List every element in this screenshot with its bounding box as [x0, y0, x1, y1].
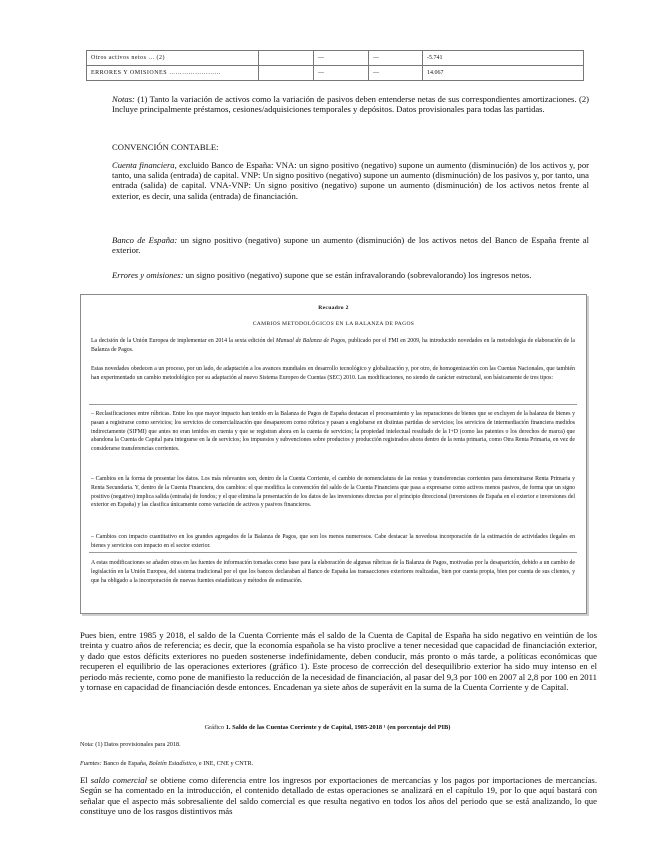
table-cell: [259, 51, 314, 66]
table-cell: —: [369, 51, 423, 66]
table-cell: —: [369, 66, 423, 81]
body-text-em: saldo comercial: [90, 775, 148, 785]
body-paragraph: [80, 775, 597, 817]
bank-text: un signo positivo (negativo) supone un aumento (disminución) de los activos netos del Banco de España frente al exterior.: [112, 235, 589, 256]
convention-errors: [112, 270, 589, 280]
figure-caption: [0, 724, 655, 731]
convention-financial: [112, 160, 589, 201]
sources-text-em: Boletín Estadístico: [148, 760, 196, 767]
caption-prefix: Gráfico: [204, 724, 226, 731]
convention-heading: CONVENCIÓN CONTABLE:: [112, 142, 219, 152]
note-text: Nota: (1) Datos provisionales para 2018.: [80, 741, 181, 748]
table-cell: [259, 66, 314, 81]
balance-table: [86, 50, 584, 81]
caption-title: 1. Saldo de las Cuentas Corriente y de Capital, 1985-2018 ¹ (en porcentaje del PIB): [225, 724, 451, 731]
table-cell: —: [314, 66, 369, 81]
recuadro-box: [80, 294, 587, 614]
table-cell-label: ERRORES Y OMISIONES ……………………: [87, 66, 259, 81]
figure-sources: [80, 760, 253, 768]
body-text: se obtiene como diferencia entre los ingresos por exportaciones de mercancías y los pagos por importaciones de mercancías. Según se ha comentado en la introducción, el contenido detallado de estas operaciones se analizará en el capítulo 19, por lo que aquí bastará con señalar que el aspecto más sobresaliente del saldo comercial es que resulta negativo en todos los años del periodo que se está analizando, lo que constituye uno de los rasgos distintivos más: [80, 775, 597, 817]
sources-label: Fuentes:: [80, 760, 102, 767]
figure-note: [80, 741, 181, 749]
recuadro-paragraph: Estas novedades obedecen a un proceso, por un lado, de adaptación a los avances mundiales en desarrollo tecnológico y globalización y, por otro, de homogenización con las Cuentas Nacionales, que también han experimentado un cambio metodológico por su adaptación al nuevo Sistema Europeo de Cuentas (SEC) 2010. Las modificaciones, no siendo de carácter estructural, son básicamente de tres tipos:: [91, 366, 575, 381]
recuadro-title: CAMBIOS METODOLÓGICOS EN LA BALANZA DE PAGOS: [252, 321, 415, 327]
notes-label: Notas:: [112, 94, 135, 104]
notes-text: (1) Tanto la variación de activos como la variación de pasivos deben entenderse netas de sus correspondientes amortizaciones. (2) Incluye principalmente préstamos, cesiones/adquisiciones temporales y depósitos. Datos provisionales para todas las partidas.: [112, 94, 589, 115]
table-row: [87, 66, 584, 81]
recuadro-paragraph: [91, 337, 575, 355]
recuadro-text: , publicado por el FMI en 2009, ha introducido novedades en la metodología de elaboración de la Balanza de Pagos.: [91, 338, 575, 353]
table-cell-value: 14.067: [423, 66, 584, 81]
recuadro-paragraph: – Cambios en la forma de presentar los datos. Los más relevantes son, dentro de la Cuenta Corriente, el cambio de nomenclatura de las rentas y transferencias corrientes para denominarse Renta Primaria y Renta Secundaria. Y, dentro de la Cuenta Financiera, dos cambios: el que modifica la convención del saldo de la Cuenta Financiera que pasa a expresarse como activos menos pasivos, de forma que un signo positivo (negativo) implica salida (entrada) de fondos; y el que elimina la presentación de los datos de las inversiones directas por el principio direccional (inversiones de España en el exterior e inversiones del exterior en España) y las clasifica únicamente como variación de activos y pasivos financieros.: [91, 476, 575, 509]
sources-text: Banco de España,: [101, 760, 149, 767]
financial-text: , excluido Banco de España: VNA: un signo positivo (negativo) supone un aumento (disminución) de los activos y, por tanto, una salida (entrada) de capital. VNP: Un signo positivo (negativo) supone un aumento (disminución) de los pasivos y, por tanto, una entrada (salida) de capital. VNA-VNP: Un signo positivo (negativo) supone un aumento (disminución) de los activos netos frente al exterior, es decir, una salida (entrada) de financiación.: [112, 160, 590, 201]
body-paragraph: Pues bien, entre 1985 y 2018, el saldo de la Cuenta Corriente más el saldo de la Cuenta de Capital de España ha sido negativo en veintiún de los treinta y cuatro años de referencia; es decir, que la economía española se ha visto proclive a tener necesidad que capacidad de financiación exterior, y dado que estos déficits exteriores no pueden sostenerse indefinidamente, deben conducir, más pronto o más tarde, a políticas económicas que recuperen el equilibrio de las operaciones exteriores (gráfico 1). Este proceso de corrección del desequilibrio exterior ha sido muy intenso en el periodo más reciente, como pone de manifiesto la reducción de la necesidad de financiación, al pasar del 9,3 por 100 en 2007 al 2,8 por 100 en 2011 y tornase en capacidad de financiación desde entonces. Encadenan ya siete años de superávit en la suma de la Cuenta Corriente y de Capital.: [80, 630, 597, 693]
recuadro-label: Recuadro 2: [318, 305, 349, 311]
recuadro-paragraph: – Cambios con impacto cuantitativo en los grandes agregados de la Balanza de Pagos, que son los menos numerosos. Cabe destacar la novedosa incorporación de la estimación de actividades ilegales en bienes y servicios con impacto en el sector exterior.: [91, 534, 575, 549]
recuadro-text-em: Manual de Balanza de Pagos: [275, 338, 346, 344]
divider: [89, 404, 577, 405]
sources-text: , e INE, CNE y CNTR.: [195, 760, 254, 767]
table-cell-label: Otros activos netos ... (2): [87, 51, 259, 66]
recuadro-paragraph: – Reclasificaciones entre rúbricas. Entre los que mayor impacto han tenido en la Balanza de Pagos de España destacan el procesamiento y las reparaciones de bienes que se excluyen de la balanza de bienes y pasan a registrarse como servicios; los servicios de comercialización que desaparecen como rúbrica y pasan a englobarse en distintas partidas de servicios; los servicios de intermediación financiera medidos indirectamente (SIFMI) que antes no eran tenidos en cuenta y que se registran ahora en la cuenta de servicios; la propiedad intelectual resultado de la I+D (como las patentes o los derechos de marca) que abandona la Cuenta de Capital para integrarse en la de servicios; los impuestos y subvenciones sobre productos y producción registrados ahora dentro de la renta primaria, como Otra Renta Primaria, en vez de considerarse transferencias corrientes.: [91, 411, 575, 453]
recuadro-paragraph: A estas modificaciones se añaden otras en las fuentes de información tomadas como base para la elaboración de algunas rúbricas de la Balanza de Pagos, motivadas por la desaparición, debido a un cambio de legislación en la Unión Europea, del sistema tradicional por el que los bancos declaraban al Banco de España las transacciones exteriores realizadas, bien por cuenta propia, bien por cuenta de sus clientes, y que ha obligado a la incorporación de nuevas fuentes estadísticas y métodos de estimación.: [91, 560, 575, 584]
bank-label: Banco de España:: [112, 235, 178, 245]
table-cell: —: [314, 51, 369, 66]
table-cell-value: -5.741: [423, 51, 584, 66]
table-row: [87, 51, 584, 66]
errors-label: Errores y omisiones:: [112, 270, 184, 280]
table-notes: [112, 94, 589, 114]
convention-bank: [112, 235, 589, 255]
errors-text: un signo positivo (negativo) supone que se están infravalorando (sobrevalorando) los ingresos netos.: [183, 270, 532, 280]
body-text: El: [80, 775, 91, 785]
recuadro-text: La decisión de la Unión Europea de implementar en 2014 la sexta edición del: [91, 338, 276, 344]
divider: [89, 552, 577, 553]
financial-label: Cuenta financiera: [112, 160, 175, 170]
